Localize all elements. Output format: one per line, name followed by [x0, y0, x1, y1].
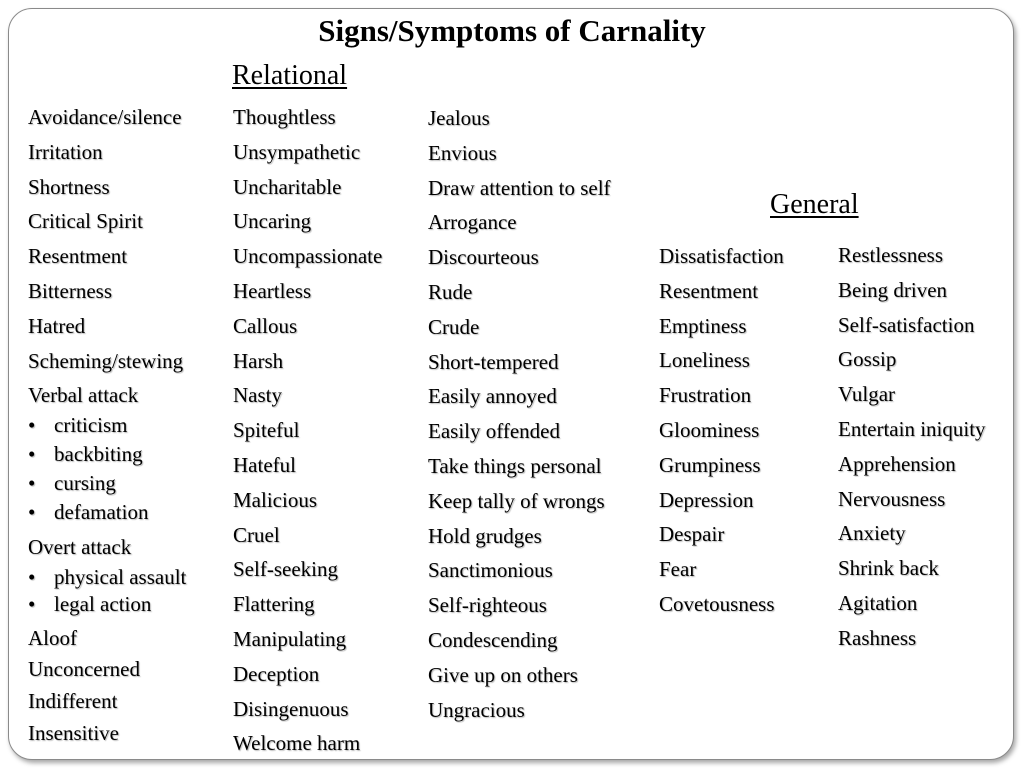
- list-item: [233, 211, 311, 232]
- list-item: [838, 593, 917, 614]
- list-item: [659, 594, 775, 615]
- list-item-label: Despair: [659, 522, 725, 546]
- list-item: [428, 143, 497, 164]
- list-item: [659, 559, 696, 580]
- list-item: [233, 107, 336, 128]
- list-item-label: Overt attack: [28, 535, 132, 559]
- list-item-label: Self-satisfaction: [838, 313, 975, 337]
- list-item: [428, 386, 557, 407]
- list-item-label: Hateful: [233, 453, 296, 477]
- list-item: [428, 456, 602, 477]
- list-item: [28, 211, 143, 232]
- list-item: [233, 629, 346, 650]
- list-item: [28, 691, 117, 712]
- list-item-label: Apprehension: [838, 452, 956, 476]
- list-item: [428, 700, 525, 721]
- list-item-label: Take things personal: [428, 454, 602, 478]
- list-item: [233, 246, 382, 267]
- list-item: [659, 316, 747, 337]
- list-item: [428, 212, 517, 233]
- list-item-label: Irritation: [28, 140, 103, 164]
- list-item: [659, 455, 761, 476]
- list-item-label: Unsympathetic: [233, 140, 361, 164]
- list-item: [28, 316, 85, 337]
- list-item-label: Being driven: [838, 278, 948, 302]
- list-item: [428, 421, 560, 442]
- list-item-label: defamation: [54, 500, 149, 524]
- list-item-label: cursing: [54, 471, 116, 495]
- list-item: [428, 665, 578, 686]
- list-item: [659, 524, 724, 545]
- bullet-icon: •: [28, 592, 36, 616]
- list-item: [659, 385, 751, 406]
- list-item-label: Rashness: [838, 626, 917, 650]
- bullet-icon: •: [28, 413, 36, 437]
- list-item: [838, 280, 947, 301]
- list-item: [28, 659, 140, 680]
- list-item-label: Scheming/stewing: [28, 349, 184, 373]
- list-item: [233, 142, 360, 163]
- list-item-label: Arrogance: [428, 210, 517, 234]
- list-item: [233, 385, 282, 406]
- list-item-label: Malicious: [233, 488, 317, 512]
- list-item-label: Sanctimonious: [428, 558, 553, 582]
- general-heading: General: [770, 189, 859, 220]
- list-item: [28, 142, 103, 163]
- list-item: [838, 349, 896, 370]
- list-item-label: Gloominess: [659, 418, 760, 442]
- list-item-label: Aloof: [28, 626, 77, 650]
- list-item-label: Harsh: [233, 349, 284, 373]
- list-item-label: Self-seeking: [233, 557, 338, 581]
- list-item-label: Draw attention to self: [428, 176, 611, 200]
- list-item: [428, 178, 611, 199]
- list-item-label: Indifferent: [28, 689, 118, 713]
- list-item-label: Nasty: [233, 383, 282, 407]
- list-item: [233, 664, 319, 685]
- list-item-label: Restlessness: [838, 243, 943, 267]
- list-item-label: Verbal attack: [28, 383, 139, 407]
- list-item: [28, 246, 127, 267]
- list-item-label: Uncaring: [233, 209, 312, 233]
- list-item: [28, 473, 116, 494]
- list-item-label: Entertain iniquity: [838, 417, 986, 441]
- list-item: [659, 350, 750, 371]
- list-item-label: Flattering: [233, 592, 315, 616]
- list-item-label: legal action: [54, 592, 152, 616]
- list-item-label: Keep tally of wrongs: [428, 489, 605, 513]
- list-item-label: Cruel: [233, 523, 280, 547]
- list-item: [659, 420, 759, 441]
- list-item-label: Short-tempered: [428, 350, 559, 374]
- list-item-label: Hatred: [28, 314, 86, 338]
- list-item-label: Fear: [659, 557, 697, 581]
- list-item-label: Deception: [233, 662, 320, 686]
- list-item-label: Jealous: [428, 106, 490, 130]
- list-item: [838, 419, 986, 440]
- list-item: [28, 444, 143, 465]
- list-item: [233, 699, 349, 720]
- list-item-label: Critical Spirit: [28, 209, 143, 233]
- list-item-label: Unconcerned: [28, 657, 140, 681]
- bullet-icon: •: [28, 565, 36, 589]
- list-item: [659, 281, 758, 302]
- list-item-label: backbiting: [54, 442, 143, 466]
- list-item-label: criticism: [54, 413, 128, 437]
- list-item-label: Give up on others: [428, 663, 578, 687]
- list-item-label: Gossip: [838, 347, 897, 371]
- list-item-label: Thoughtless: [233, 105, 336, 129]
- list-item-label: Uncompassionate: [233, 244, 383, 268]
- list-item: [428, 491, 605, 512]
- list-item: [28, 415, 127, 436]
- list-item-label: Heartless: [233, 279, 312, 303]
- list-item-label: Avoidance/silence: [28, 105, 182, 129]
- list-item: [233, 525, 280, 546]
- list-item-label: Resentment: [659, 279, 759, 303]
- list-item: [428, 560, 553, 581]
- list-item-label: Agitation: [838, 591, 918, 615]
- list-item-label: Insensitive: [28, 721, 119, 745]
- bullet-icon: •: [28, 442, 36, 466]
- list-item-label: Uncharitable: [233, 175, 342, 199]
- slide-title: Signs/Symptoms of Carnality: [318, 13, 706, 48]
- list-item: [233, 455, 296, 476]
- list-item-label: physical assault: [54, 565, 187, 589]
- list-item: [28, 502, 148, 523]
- list-item-label: Resentment: [28, 244, 128, 268]
- list-item-label: Crude: [428, 315, 480, 339]
- list-item: [428, 630, 557, 651]
- list-item-label: Frustration: [659, 383, 752, 407]
- list-item: [428, 282, 472, 303]
- list-item: [28, 351, 183, 372]
- list-item-label: Nervousness: [838, 487, 946, 511]
- list-item: [428, 352, 559, 373]
- list-item: [233, 594, 315, 615]
- list-item: [233, 490, 317, 511]
- list-item: [659, 246, 784, 267]
- list-item-label: Discourteous: [428, 245, 539, 269]
- list-item: [428, 108, 490, 129]
- list-item-label: Envious: [428, 141, 497, 165]
- list-item-label: Condescending: [428, 628, 558, 652]
- list-item-label: Vulgar: [838, 382, 896, 406]
- list-item-label: Easily offended: [428, 419, 560, 443]
- list-item-label: Self-righteous: [428, 593, 547, 617]
- list-item: [233, 351, 283, 372]
- list-item: [428, 526, 542, 547]
- list-item: [838, 489, 945, 510]
- list-item: [28, 594, 151, 615]
- list-item: [428, 595, 547, 616]
- list-item-label: Dissatisfaction: [659, 244, 784, 268]
- list-item-label: Bitterness: [28, 279, 112, 303]
- list-item: [28, 177, 110, 198]
- list-item: [659, 490, 753, 511]
- list-item: [233, 733, 360, 754]
- list-item: [233, 420, 300, 441]
- relational-heading: Relational: [232, 60, 348, 91]
- list-item-label: Depression: [659, 488, 754, 512]
- list-item: [838, 558, 939, 579]
- bullet-icon: •: [28, 471, 36, 495]
- list-item: [838, 245, 943, 266]
- list-item-label: Spiteful: [233, 418, 300, 442]
- list-item-label: Shrink back: [838, 556, 939, 580]
- list-item-label: Manipulating: [233, 627, 347, 651]
- list-item: [28, 385, 138, 406]
- list-item: [28, 628, 77, 649]
- bullet-icon: •: [28, 500, 36, 524]
- list-item: [28, 107, 182, 128]
- list-item: [28, 567, 186, 588]
- list-item-label: Shortness: [28, 175, 110, 199]
- list-item: [838, 628, 916, 649]
- list-item-label: Disingenuous: [233, 697, 349, 721]
- list-item-label: Ungracious: [428, 698, 525, 722]
- list-item-label: Grumpiness: [659, 453, 761, 477]
- list-item: [233, 559, 338, 580]
- list-item: [233, 316, 297, 337]
- list-item-label: Rude: [428, 280, 473, 304]
- list-item: [28, 723, 119, 744]
- list-item-label: Covetousness: [659, 592, 775, 616]
- list-item: [838, 315, 974, 336]
- list-item: [233, 281, 311, 302]
- list-item-label: Callous: [233, 314, 298, 338]
- list-item: [428, 317, 479, 338]
- list-item: [28, 281, 112, 302]
- list-item: [428, 247, 539, 268]
- list-item-label: Hold grudges: [428, 524, 542, 548]
- list-item: [838, 384, 895, 405]
- list-item-label: Welcome harm: [233, 731, 361, 755]
- list-item: [233, 177, 341, 198]
- list-item-label: Easily annoyed: [428, 384, 557, 408]
- list-item-label: Loneliness: [659, 348, 750, 372]
- list-item: [28, 537, 131, 558]
- list-item: [838, 523, 906, 544]
- list-item-label: Anxiety: [838, 521, 906, 545]
- list-item-label: Emptiness: [659, 314, 747, 338]
- list-item: [838, 454, 956, 475]
